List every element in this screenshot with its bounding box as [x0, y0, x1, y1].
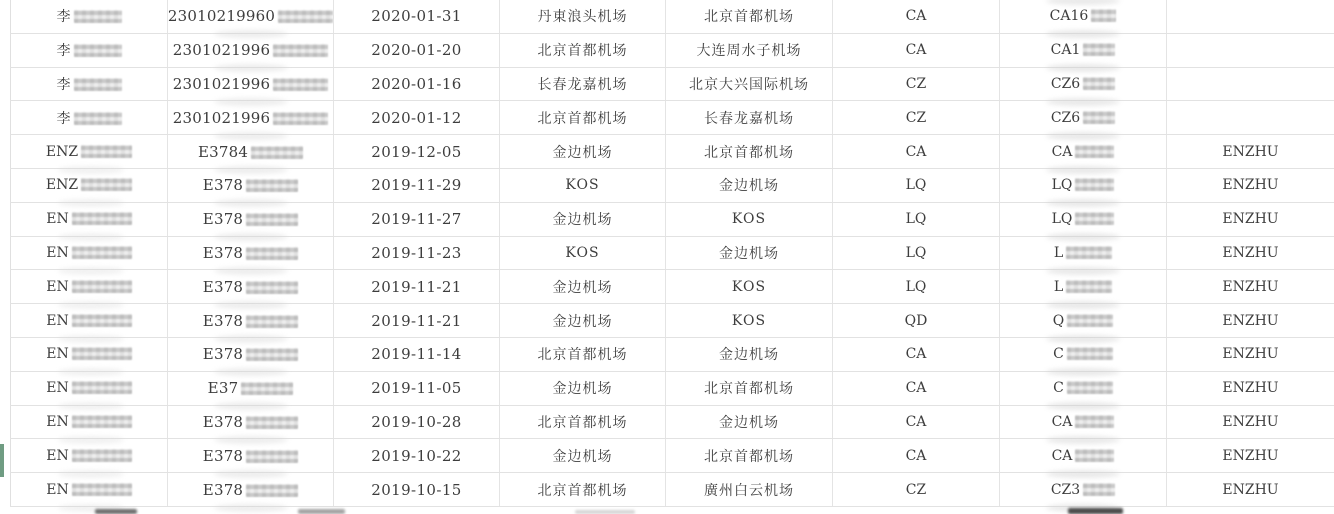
cell-flight-number[interactable]: CZ6 — [1000, 101, 1167, 134]
redaction-blur — [1075, 178, 1114, 191]
cell-text: CZ — [905, 481, 927, 498]
cell-passenger-code[interactable] — [1167, 34, 1334, 67]
redaction-blur — [241, 382, 293, 395]
cell-airline-code[interactable] — [833, 169, 1000, 202]
cell-text: 北京首都机场 — [537, 414, 628, 431]
cell-airline-code[interactable] — [833, 473, 1000, 506]
cell-departure-airport[interactable] — [500, 439, 666, 472]
cell-date[interactable] — [334, 34, 500, 67]
redaction-blur — [81, 145, 132, 158]
cell-id-number[interactable]: 2301021996 — [168, 101, 334, 134]
cell-departure-airport[interactable] — [500, 135, 666, 168]
cell-flight-number[interactable]: Q — [1000, 304, 1167, 337]
redaction-blur — [72, 415, 132, 428]
cell-arrival-airport[interactable] — [666, 439, 833, 472]
cell-name[interactable]: 李 — [10, 68, 168, 101]
table-row — [10, 338, 1334, 372]
cell-id-number[interactable]: 2301021996 — [168, 68, 334, 101]
cell-id-number[interactable]: E378 — [168, 203, 334, 236]
cell-passenger-code[interactable] — [1167, 68, 1334, 101]
table-row — [10, 34, 1334, 68]
cell-flight-number[interactable]: CA — [1000, 406, 1167, 439]
cell-text: 2019-12-05 — [371, 142, 462, 161]
cell-date[interactable] — [334, 135, 500, 168]
cell-name[interactable]: 李 — [10, 34, 168, 67]
cell-airline-code[interactable] — [833, 0, 1000, 33]
cell-airline-code[interactable] — [833, 304, 1000, 337]
cell-text: 2020-01-31 — [371, 7, 462, 26]
cell-text: 北京大兴国际机场 — [689, 76, 809, 93]
cell-text: 北京首都机场 — [704, 9, 794, 26]
redaction-blur — [74, 112, 122, 125]
cell-id-number[interactable]: E378 — [168, 169, 334, 202]
cell-text: 金边机场 — [552, 448, 613, 465]
redaction-blur — [246, 213, 298, 226]
cell-airline-code[interactable] — [833, 34, 1000, 67]
cell-text: ENZHU — [1222, 143, 1279, 160]
cell-departure-airport[interactable] — [500, 406, 666, 439]
cell-text: 大连周水子机场 — [696, 43, 802, 60]
cell-text: ENZHU — [1222, 312, 1279, 329]
cell-text: ENZHU — [1222, 278, 1279, 295]
cell-date[interactable] — [334, 270, 500, 303]
cell-arrival-airport[interactable] — [666, 135, 833, 168]
cell-id-number[interactable]: E378 — [168, 473, 334, 506]
cell-text: 2019-11-27 — [371, 210, 462, 229]
cell-text: LQ — [905, 211, 927, 228]
cell-text: LQ — [905, 278, 927, 295]
cell-text: 2020-01-12 — [371, 108, 462, 127]
cell-airline-code[interactable] — [833, 439, 1000, 472]
cell-flight-number[interactable]: CA — [1000, 135, 1167, 168]
cell-flight-number[interactable]: L — [1000, 270, 1167, 303]
cell-arrival-airport[interactable] — [666, 169, 833, 202]
cell-departure-airport[interactable] — [500, 473, 666, 506]
redaction-blur — [246, 484, 298, 497]
cell-id-number[interactable]: E378 — [168, 270, 334, 303]
cell-text: 金边机场 — [552, 279, 613, 296]
redaction-blur — [1091, 9, 1116, 22]
cell-id-number[interactable]: E378 — [168, 237, 334, 270]
cell-name[interactable]: EN — [10, 406, 168, 439]
cell-text: 金边机场 — [719, 178, 779, 195]
redaction-blur — [1066, 280, 1112, 293]
redaction-blur — [81, 178, 132, 191]
partial-next-row — [10, 508, 1334, 514]
cell-name[interactable]: EN — [10, 338, 168, 371]
cell-id-number[interactable]: E378 — [168, 439, 334, 472]
cell-text: KOS — [565, 244, 600, 261]
cell-arrival-airport[interactable] — [666, 372, 833, 405]
cell-date[interactable] — [334, 439, 500, 472]
cell-arrival-airport[interactable] — [666, 406, 833, 439]
cell-text: 2019-11-21 — [371, 277, 462, 296]
cell-airline-code[interactable] — [833, 203, 1000, 236]
cell-text: CA — [905, 380, 927, 397]
cell-arrival-airport[interactable] — [666, 473, 833, 506]
cell-date[interactable] — [334, 237, 500, 270]
cell-passenger-code[interactable] — [1167, 406, 1334, 439]
cell-name[interactable]: EN — [10, 237, 168, 270]
table-row — [10, 101, 1334, 135]
redaction-blur — [72, 449, 132, 462]
cell-text: 长春龙嘉机场 — [704, 110, 794, 127]
cell-departure-airport[interactable] — [500, 203, 666, 236]
cell-text: 2020-01-20 — [371, 41, 462, 60]
cell-id-number[interactable]: E378 — [168, 406, 334, 439]
redaction-blur — [1083, 111, 1115, 124]
cell-text: 2019-11-29 — [371, 176, 462, 195]
cell-airline-code[interactable] — [833, 101, 1000, 134]
cell-text: QD — [904, 312, 928, 329]
cell-text: 2019-11-14 — [371, 345, 462, 364]
cell-name[interactable]: EN — [10, 270, 168, 303]
cell-airline-code[interactable] — [833, 135, 1000, 168]
cell-id-number[interactable]: 2301021996 — [168, 34, 334, 67]
cell-arrival-airport[interactable] — [666, 34, 833, 67]
cell-passenger-code[interactable] — [1167, 101, 1334, 134]
redaction-blur — [72, 212, 132, 225]
cell-text: 金边机场 — [552, 212, 613, 229]
redaction-blur — [1067, 347, 1113, 360]
cell-date[interactable] — [334, 68, 500, 101]
cell-date[interactable] — [334, 169, 500, 202]
cell-flight-number[interactable]: CA16 — [1000, 0, 1167, 33]
cell-text: ENZHU — [1222, 346, 1279, 363]
cell-passenger-code[interactable] — [1167, 203, 1334, 236]
cell-arrival-airport[interactable] — [666, 270, 833, 303]
row-selection-indicator — [0, 444, 4, 477]
cell-airline-code[interactable] — [833, 270, 1000, 303]
redaction-blur — [246, 450, 298, 463]
table-row — [10, 439, 1334, 473]
redaction-blur — [246, 315, 298, 328]
cell-id-number[interactable]: 23010219960 — [168, 0, 334, 33]
cell-flight-number[interactable]: L — [1000, 237, 1167, 270]
cell-passenger-code[interactable] — [1167, 0, 1334, 33]
cell-date[interactable] — [334, 338, 500, 371]
cell-text: KOS — [731, 312, 767, 329]
redaction-blur — [1083, 43, 1115, 56]
cell-departure-airport[interactable] — [500, 304, 666, 337]
table-row — [10, 304, 1334, 338]
cell-text: 北京首都机场 — [537, 110, 628, 127]
cell-text: 金边机场 — [552, 313, 613, 330]
cell-text: 廣州白云机场 — [704, 482, 794, 499]
cell-flight-number[interactable]: CZ6 — [1000, 68, 1167, 101]
cell-text: LQ — [905, 244, 927, 261]
cell-text: ENZHU — [1222, 244, 1279, 261]
table-row — [10, 270, 1334, 304]
table-row — [10, 0, 1334, 34]
cell-flight-number[interactable]: C — [1000, 338, 1167, 371]
cell-date[interactable] — [334, 304, 500, 337]
redaction-blur — [246, 179, 298, 192]
cell-id-number[interactable]: E378 — [168, 304, 334, 337]
redaction-blur — [72, 280, 132, 293]
cell-name[interactable]: ENZ — [10, 135, 168, 168]
redaction-blur — [1075, 145, 1114, 158]
cell-text: 金边机场 — [552, 144, 613, 161]
cell-text: 金边机场 — [719, 414, 779, 431]
cell-text: LQ — [905, 177, 927, 194]
cell-text: ENZHU — [1222, 177, 1279, 194]
cell-text: CA — [905, 413, 927, 430]
cell-text: ENZHU — [1222, 413, 1279, 430]
cell-arrival-airport[interactable] — [666, 68, 833, 101]
redaction-blur — [1083, 483, 1115, 496]
redaction-blur — [1075, 415, 1114, 428]
redaction-blur — [246, 281, 298, 294]
cell-departure-airport[interactable] — [500, 169, 666, 202]
table-row — [10, 169, 1334, 203]
cell-name[interactable]: EN — [10, 439, 168, 472]
cell-flight-number[interactable]: C — [1000, 372, 1167, 405]
cell-passenger-code[interactable] — [1167, 237, 1334, 270]
redaction-blur — [246, 247, 298, 260]
redaction-blur — [1067, 381, 1113, 394]
cell-departure-airport[interactable] — [500, 237, 666, 270]
cell-airline-code[interactable] — [833, 338, 1000, 371]
cell-text: 北京首都机场 — [704, 448, 794, 465]
cell-passenger-code[interactable] — [1167, 372, 1334, 405]
cell-text: 北京首都机场 — [704, 381, 794, 398]
cell-passenger-code[interactable] — [1167, 439, 1334, 472]
redaction-blur — [246, 416, 298, 429]
redaction-blur — [246, 348, 298, 361]
cell-arrival-airport[interactable] — [666, 338, 833, 371]
cell-flight-number[interactable]: CA — [1000, 439, 1167, 472]
cell-text: CZ — [905, 75, 927, 92]
table-row — [10, 473, 1334, 507]
cell-flight-number[interactable]: LQ — [1000, 169, 1167, 202]
redaction-blur — [1067, 314, 1113, 327]
cell-text: 2019-11-23 — [371, 243, 462, 262]
redaction-blur — [251, 146, 303, 159]
cell-name[interactable]: ENZ — [10, 169, 168, 202]
cell-text: ENZHU — [1222, 380, 1279, 397]
cell-passenger-code[interactable] — [1167, 169, 1334, 202]
cell-text: 北京首都机场 — [704, 144, 794, 161]
cell-arrival-airport[interactable] — [666, 304, 833, 337]
cell-date[interactable] — [334, 101, 500, 134]
redaction-blur — [273, 112, 328, 125]
cell-name[interactable]: 李 — [10, 0, 168, 33]
cell-date[interactable] — [334, 406, 500, 439]
cell-text: 2019-11-21 — [371, 311, 462, 330]
redaction-blur — [72, 483, 132, 496]
redaction-blur — [72, 381, 132, 394]
cell-arrival-airport[interactable] — [666, 0, 833, 33]
cell-passenger-code[interactable] — [1167, 135, 1334, 168]
cell-departure-airport[interactable] — [500, 68, 666, 101]
cell-departure-airport[interactable] — [500, 372, 666, 405]
cell-text: KOS — [731, 278, 767, 295]
cell-departure-airport[interactable] — [500, 101, 666, 134]
cell-text: ENZHU — [1222, 211, 1279, 228]
cell-text: 2020-01-16 — [371, 74, 462, 93]
cell-text: 北京首都机场 — [537, 347, 628, 364]
table-row — [10, 203, 1334, 237]
cell-text: 2019-10-28 — [371, 412, 462, 431]
redaction-blur — [273, 78, 328, 91]
cell-flight-number[interactable]: CA1 — [1000, 34, 1167, 67]
cell-text: ENZHU — [1222, 481, 1279, 498]
redaction-blur — [74, 78, 122, 91]
redaction-blur — [273, 44, 328, 57]
cell-text: 2019-10-22 — [371, 446, 462, 465]
cell-date[interactable] — [334, 473, 500, 506]
cell-text: 2019-11-05 — [371, 379, 462, 398]
cell-text: 2019-10-15 — [371, 480, 462, 499]
cell-text: CA — [905, 8, 927, 25]
redaction-blur — [72, 347, 132, 360]
cell-text: 金边机场 — [719, 245, 779, 262]
cell-text: CZ — [905, 109, 927, 126]
cell-airline-code[interactable] — [833, 406, 1000, 439]
cell-text: ENZHU — [1222, 447, 1279, 464]
cell-date[interactable] — [334, 203, 500, 236]
cell-passenger-code[interactable] — [1167, 338, 1334, 371]
table-row — [10, 406, 1334, 440]
cell-departure-airport[interactable] — [500, 338, 666, 371]
cell-text: CA — [905, 346, 927, 363]
cell-text: 北京首都机场 — [537, 43, 628, 60]
table-row — [10, 68, 1334, 102]
cell-flight-number[interactable]: CZ3 — [1000, 473, 1167, 506]
cell-name[interactable]: EN — [10, 372, 168, 405]
cell-airline-code[interactable] — [833, 68, 1000, 101]
redaction-blur — [1066, 246, 1112, 259]
cell-date[interactable] — [334, 372, 500, 405]
cell-text: 长春龙嘉机场 — [537, 76, 628, 93]
table-row — [10, 135, 1334, 169]
redaction-blur — [74, 44, 122, 57]
redaction-blur — [1075, 449, 1114, 462]
cell-departure-airport[interactable] — [500, 270, 666, 303]
cell-id-number[interactable]: E3784 — [168, 135, 334, 168]
cell-departure-airport[interactable] — [500, 34, 666, 67]
cell-airline-code[interactable] — [833, 372, 1000, 405]
table-row — [10, 237, 1334, 271]
redaction-blur — [278, 10, 333, 23]
cell-arrival-airport[interactable] — [666, 101, 833, 134]
redaction-blur — [72, 314, 132, 327]
cell-text: KOS — [565, 177, 600, 194]
cell-text: CA — [905, 42, 927, 59]
cell-passenger-code[interactable] — [1167, 270, 1334, 303]
cell-text: 金边机场 — [552, 381, 613, 398]
cell-text: CA — [905, 447, 927, 464]
cell-name[interactable]: EN — [10, 304, 168, 337]
cell-id-number[interactable]: E37 — [168, 372, 334, 405]
cell-flight-number[interactable]: LQ — [1000, 203, 1167, 236]
cell-id-number[interactable]: E378 — [168, 338, 334, 371]
cell-text: 丹東浪头机场 — [537, 9, 628, 26]
cell-arrival-airport[interactable] — [666, 203, 833, 236]
table-row — [10, 372, 1334, 406]
cell-name[interactable]: 李 — [10, 101, 168, 134]
cell-text: 金边机场 — [719, 347, 779, 364]
redaction-blur — [72, 246, 132, 259]
cell-name[interactable]: EN — [10, 473, 168, 506]
cell-date[interactable] — [334, 0, 500, 33]
redaction-blur — [1083, 77, 1115, 90]
cell-text: 北京首都机场 — [537, 482, 628, 499]
redaction-blur — [74, 10, 122, 23]
cell-passenger-code[interactable] — [1167, 473, 1334, 506]
cell-text: CA — [905, 143, 927, 160]
cell-arrival-airport[interactable] — [666, 237, 833, 270]
cell-passenger-code[interactable] — [1167, 304, 1334, 337]
cell-departure-airport[interactable] — [500, 0, 666, 33]
cell-text: KOS — [731, 211, 767, 228]
cell-airline-code[interactable] — [833, 237, 1000, 270]
cell-name[interactable]: EN — [10, 203, 168, 236]
redaction-blur — [1075, 212, 1114, 225]
